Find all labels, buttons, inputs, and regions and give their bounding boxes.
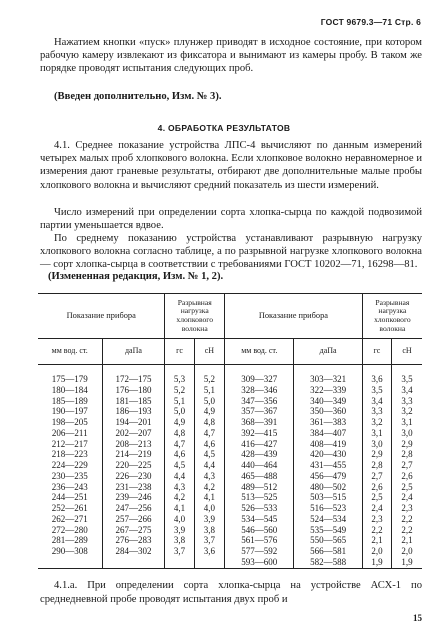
table-cell-left-mm: 224—229	[51, 460, 88, 471]
table-row	[38, 396, 422, 407]
table-cell-right-sn: 3,1	[392, 417, 422, 428]
table-cell-left-dapa: 231—238	[102, 482, 165, 493]
table-cell-right-sn: 2,2	[392, 514, 422, 525]
table-cell-right-sn: 2,4	[392, 492, 422, 503]
table-cell-right-gs: 3,4	[362, 396, 391, 407]
table-cell-left-sn: 5,1	[194, 385, 224, 396]
table-cell-right-mm: 561—576	[225, 535, 294, 546]
unit-gs-right: гс	[362, 339, 391, 365]
table-cell-left-dapa	[102, 557, 165, 568]
table-cell-right-gs: 2,5	[362, 492, 391, 503]
table-cell-right-dapa: 322—339	[294, 385, 362, 396]
table-cell-right-dapa: 408—419	[294, 439, 362, 450]
table-cell-left-gs: 4,6	[165, 449, 194, 460]
table-body	[38, 365, 422, 569]
table-cell-left-sn: 4,1	[194, 492, 224, 503]
table-cell-right-dapa: 480—502	[294, 482, 362, 493]
table-cell-left-mm: 185—189	[51, 395, 88, 406]
table-cell-right-mm: 416—427	[225, 439, 294, 450]
table-row	[38, 385, 422, 396]
table-cell-right-dapa: 550—565	[294, 535, 362, 546]
table-cell-left-sn: 4,6	[194, 439, 224, 450]
table-cell-right-dapa: 566—581	[294, 546, 362, 557]
table-cell-left-dapa: 172—175	[102, 365, 165, 385]
table-cell-left-sn: 4,5	[194, 449, 224, 460]
table-row	[38, 525, 422, 536]
table-cell-left-gs: 4,8	[165, 428, 194, 439]
table-cell-left-sn: 3,8	[194, 525, 224, 536]
paragraph-4-1-a: 4.1.а. При определении сорта хлопка-сырца на устройстве АСХ-1 по среднедневной пробе проводят испытания двух проб и	[40, 580, 422, 605]
table-cell-right-mm: 577—592	[225, 546, 294, 557]
conversion-table	[38, 293, 422, 569]
table-cell-left-sn: 5,2	[194, 365, 224, 385]
table-row	[38, 471, 422, 482]
table-row	[38, 460, 422, 471]
table-cell-left-dapa: 226—230	[102, 471, 165, 482]
table-cell-left-dapa: 176—180	[102, 385, 165, 396]
table-cell-right-mm: 546—560	[225, 525, 294, 536]
table-cell-right-dapa: 582—588	[294, 557, 362, 568]
table-cell-left-dapa: 186—193	[102, 406, 165, 417]
table-cell-right-sn: 3,5	[392, 365, 422, 385]
section-title: 4. ОБРАБОТКА РЕЗУЛЬТАТОВ	[157, 123, 291, 133]
table-cell-right-dapa: 503—515	[294, 492, 362, 503]
table-row	[38, 428, 422, 439]
table-cell-left-gs: 4,7	[165, 439, 194, 450]
table-cell-right-mm: 593—600	[225, 557, 294, 568]
table-cell-right-sn: 2,5	[392, 482, 422, 493]
table-cell-left-sn: 3,7	[194, 535, 224, 546]
table-cell-left-dapa: 194—201	[102, 417, 165, 428]
paragraph-4-1: 4.1. Среднее показание устройства ЛПС-4 вычисляют по данным измерений четырех малых проб хлопкового волокна. Если хлопковое волокно неравномерное и измерения дают граневые результаты, отбирают две дополнительные малые пробы хлопкового волокна и вычисляют средний показатель из шести измерений.	[40, 140, 422, 191]
table-cell-right-mm: 309—327	[225, 365, 294, 385]
table-cell-left-gs: 3,9	[165, 525, 194, 536]
table-cell-right-sn: 1,9	[392, 557, 422, 568]
header-load-right: Разрывная нагрузка хлопкового волокна	[362, 294, 422, 339]
table-cell-right-dapa: 340—349	[294, 396, 362, 407]
table-cell-right-sn: 3,2	[392, 406, 422, 417]
table-cell-left-mm: 236—243	[51, 481, 88, 492]
table-cell-right-gs: 3,5	[362, 385, 391, 396]
table-cell-right-dapa: 516—523	[294, 503, 362, 514]
table-cell-right-sn: 2,2	[392, 525, 422, 536]
table-cell-left-sn: 4,9	[194, 406, 224, 417]
table-cell-right-sn: 2,9	[392, 439, 422, 450]
table-cell-right-sn: 2,6	[392, 471, 422, 482]
table-cell-left-gs: 4,1	[165, 503, 194, 514]
table-cell-left-gs: 4,0	[165, 514, 194, 525]
table-cell-right-gs: 2,6	[362, 482, 391, 493]
table-cell-left-dapa: 276—283	[102, 535, 165, 546]
table-row	[38, 503, 422, 514]
table-cell-left-sn: 4,0	[194, 503, 224, 514]
table-cell-right-gs: 2,0	[362, 546, 391, 557]
table-cell-left-gs: 5,1	[165, 396, 194, 407]
table-cell-left-dapa: 267—275	[102, 525, 165, 536]
table-cell-left-sn: 4,7	[194, 428, 224, 439]
table-cell-right-gs: 2,2	[362, 525, 391, 536]
table-cell-right-mm: 489—512	[225, 482, 294, 493]
table-row	[38, 492, 422, 503]
table-cell-right-sn: 3,0	[392, 428, 422, 439]
table-cell-right-mm: 526—533	[225, 503, 294, 514]
table-cell-left-gs: 5,0	[165, 406, 194, 417]
header-reading-right: Показание прибора	[225, 294, 363, 339]
table-cell-right-mm: 368—391	[225, 417, 294, 428]
table-cell-right-dapa: 431—455	[294, 460, 362, 471]
table-cell-left-gs	[165, 557, 194, 568]
table-cell-left-gs: 4,4	[165, 471, 194, 482]
table-cell-left-dapa: 220—225	[102, 460, 165, 471]
table-cell-right-gs: 3,3	[362, 406, 391, 417]
table-cell-right-gs: 3,0	[362, 439, 391, 450]
table-cell-right-sn: 2,3	[392, 503, 422, 514]
table-cell-right-dapa: 535—549	[294, 525, 362, 536]
table-cell-left-mm: 230—235	[51, 470, 88, 481]
table-cell-right-mm: 328—346	[225, 385, 294, 396]
table-cell-left-dapa: 284—302	[102, 546, 165, 557]
unit-mm-right: мм вод. ст.	[225, 339, 294, 365]
table-cell-right-dapa: 350—360	[294, 406, 362, 417]
table-cell-right-dapa: 384—407	[294, 428, 362, 439]
table-cell-right-sn: 2,7	[392, 460, 422, 471]
table-row	[38, 406, 422, 417]
table-cell-right-dapa: 361—383	[294, 417, 362, 428]
table-cell-left-gs: 4,3	[165, 482, 194, 493]
table-cell-right-gs: 3,1	[362, 428, 391, 439]
table-row	[38, 535, 422, 546]
table-row	[38, 449, 422, 460]
table-cell-right-mm: 428—439	[225, 449, 294, 460]
table-cell-left-gs: 4,9	[165, 417, 194, 428]
table-cell-right-gs: 2,4	[362, 503, 391, 514]
table-cell-left-mm: 244—251	[51, 492, 88, 503]
unit-gs-left: гс	[165, 339, 194, 365]
table-cell-left-sn: 5,0	[194, 396, 224, 407]
table-cell-left-mm: 218—223	[51, 449, 88, 460]
table-cell-left-mm: 262—271	[51, 513, 88, 524]
table-cell-left-sn: 3,6	[194, 546, 224, 557]
paragraph-average: По среднему показанию устройства устанавливают разрывную нагрузку хлопкового волокна согласно таблице, а по разрывной нагрузке хлопкового волокна — сорт хлопка-сырца в соответствии с требованиями ГОСТ 10202—71, 16298—81.	[40, 233, 422, 271]
table-cell-left-mm: 198—205	[51, 417, 88, 428]
table-cell-right-gs: 3,2	[362, 417, 391, 428]
table-cell-left-dapa: 202—207	[102, 428, 165, 439]
table-cell-right-mm: 440—464	[225, 460, 294, 471]
table-cell-right-sn: 3,4	[392, 385, 422, 396]
page-number: 15	[413, 613, 422, 623]
unit-dapa-left: даПа	[102, 339, 165, 365]
table-cell-left-dapa: 247—256	[102, 503, 165, 514]
table-cell-left-gs: 5,2	[165, 385, 194, 396]
table-cell-right-gs: 2,8	[362, 460, 391, 471]
table-row	[38, 482, 422, 493]
table-cell-left-mm: 252—261	[51, 503, 88, 514]
table-cell-right-mm: 357—367	[225, 406, 294, 417]
table-cell-left-sn	[194, 557, 224, 568]
table-row	[38, 546, 422, 557]
table-cell-left-sn: 4,2	[194, 482, 224, 493]
table-cell-right-sn: 2,0	[392, 546, 422, 557]
table-cell-right-mm: 347—356	[225, 396, 294, 407]
table-row	[38, 514, 422, 525]
table-cell-left-sn: 4,8	[194, 417, 224, 428]
table-cell-right-dapa: 524—534	[294, 514, 362, 525]
paragraph-start-procedure: Нажатием кнопки «пуск» плунжер приводят в исходное состояние, при котором рабочую камеру извлекают из фиксатора и вынимают из камеры пробу. В таком же порядке проводят испытания следующих проб.	[40, 37, 422, 75]
table-cell-right-gs: 1,9	[362, 557, 391, 568]
table-cell-left-gs: 4,5	[165, 460, 194, 471]
table-cell-left-mm: 272—280	[51, 524, 88, 535]
table-row	[38, 439, 422, 450]
table-cell-right-dapa: 303—321	[294, 365, 362, 385]
table-cell-left-mm: 290—308	[51, 546, 88, 557]
table-cell-right-gs: 2,7	[362, 471, 391, 482]
paragraph-batch: Число измерений при определении сорта хлопка-сырца по каждой подвозимой партии уменьшается вдвое.	[40, 207, 422, 232]
table-cell-right-sn: 3,3	[392, 396, 422, 407]
amendment-note-1-2: (Измененная редакция, Изм. № 1, 2).	[48, 271, 224, 282]
table-cell-right-mm: 392—415	[225, 428, 294, 439]
table-cell-right-sn: 2,1	[392, 535, 422, 546]
unit-sn-right: сН	[392, 339, 422, 365]
table-cell-left-gs: 3,8	[165, 535, 194, 546]
table-cell-left-dapa: 208—213	[102, 439, 165, 450]
table-cell-left-sn: 4,4	[194, 460, 224, 471]
table-cell-left-mm: 281—289	[51, 535, 88, 546]
table-cell-right-gs: 2,9	[362, 449, 391, 460]
table-cell-left-mm: 206—211	[51, 427, 88, 438]
unit-dapa-right: даПа	[294, 339, 362, 365]
table-cell-left-gs: 3,7	[165, 546, 194, 557]
table-cell-right-mm: 534—545	[225, 514, 294, 525]
table-cell-right-mm: 465—488	[225, 471, 294, 482]
table-cell-left-mm	[38, 557, 102, 568]
table-cell-left-mm: 180—184	[51, 384, 88, 395]
header-load-left: Разрывная нагрузка хлопкового волокна	[165, 294, 225, 339]
table-cell-left-mm: 190—197	[51, 406, 88, 417]
header-reading-left: Показание прибора	[38, 294, 165, 339]
table-row	[38, 365, 422, 385]
table-cell-left-gs: 5,3	[165, 365, 194, 385]
unit-sn-left: сН	[194, 339, 224, 365]
table-cell-right-gs: 2,1	[362, 535, 391, 546]
table-cell-left-mm: 175—179	[51, 374, 88, 385]
table-cell-left-sn: 4,3	[194, 471, 224, 482]
table-cell-right-dapa: 456—479	[294, 471, 362, 482]
table-row	[38, 417, 422, 428]
table-cell-right-dapa: 420—430	[294, 449, 362, 460]
table-cell-right-gs: 2,3	[362, 514, 391, 525]
table-cell-left-dapa: 239—246	[102, 492, 165, 503]
table-cell-left-dapa: 214—219	[102, 449, 165, 460]
table-cell-left-sn: 3,9	[194, 514, 224, 525]
amendment-note-3: (Введен дополнительно, Изм. № 3).	[54, 91, 222, 102]
table-cell-right-gs: 3,6	[362, 365, 391, 385]
unit-mm-left: мм вод. ст.	[38, 339, 102, 365]
table-cell-left-dapa: 257—266	[102, 514, 165, 525]
table-cell-right-sn: 2,8	[392, 449, 422, 460]
table-cell-left-mm: 212—217	[51, 438, 88, 449]
running-header: ГОСТ 9679.3—71 Стр. 6	[320, 17, 421, 27]
table-cell-right-mm: 513—525	[225, 492, 294, 503]
table-cell-left-dapa: 181—185	[102, 396, 165, 407]
table-row	[38, 557, 422, 568]
table-cell-left-gs: 4,2	[165, 492, 194, 503]
